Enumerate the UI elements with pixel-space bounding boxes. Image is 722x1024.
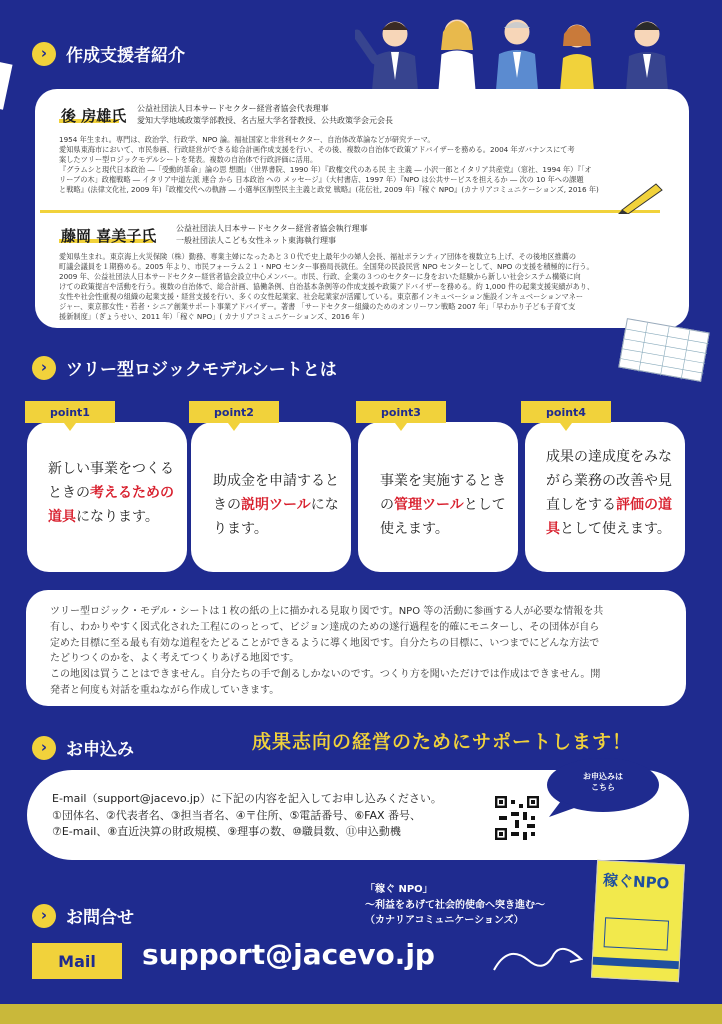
mail-label: Mail — [32, 943, 122, 979]
point-text-highlight: 説明ツール — [241, 497, 311, 514]
section-header-tree-model — [32, 355, 337, 380]
chevron-right-icon: › — [32, 904, 56, 928]
speech-bubble-text — [545, 771, 661, 793]
point-text-pre: 事業を実施するときの — [380, 473, 506, 514]
supporter2-bio — [59, 252, 689, 322]
supporter1-bio — [59, 135, 689, 195]
apply-text — [52, 791, 442, 841]
description-line: ツリー型ロジック・モデル・シートは１枚の紙の上に描かれる見取り図です。NPO 等の活動に参画する人が必要な情報を共 — [50, 606, 604, 617]
point-text-highlight: 管理ツール — [394, 497, 464, 514]
supporter2-name: 藤岡 喜美子氏 — [61, 227, 157, 245]
spreadsheet-illustration — [618, 318, 709, 382]
section-title-apply: お申込み — [66, 740, 134, 760]
bio-line: 2009 年、公益社団法人日本サードセクター経営者協会設立中心メンバー。市民、行政、企業の３つのセクターに身をおいた経験から新しい社会システム構築に向 — [59, 271, 581, 281]
point-text-post: になります。 — [213, 497, 339, 538]
bio-line: 案したツリー型ロジックモデルシートを発表。複数の自治体で行政評価に活用。 — [59, 154, 318, 164]
point-label: point1 — [25, 401, 115, 423]
book-cover-title: 稼ぐNPO — [602, 871, 670, 893]
book-cover-band — [604, 917, 669, 950]
point-label: point3 — [356, 401, 446, 423]
section-header-apply — [32, 735, 134, 760]
bio-line: リーブの木」政権戦略 ― イタリア中道左派 連合 から 日本政治 への メッセージ』（大村書店、1997 年）『NPO は公共サービスを担えるか ― 次の 10 年への課題 — [59, 174, 584, 184]
bubble-line: こちら — [591, 783, 615, 793]
point-text-post: として使えます。 — [560, 521, 671, 538]
description-line: この地図は買うことはできません。自分たちの手で創るしかないのです。つくり方を聞いただけでは作成はできません。開 — [50, 669, 601, 681]
speech-bubble — [545, 757, 661, 819]
slogan: 成果志向の経営のためにサポートします！ — [252, 731, 633, 753]
bio-line: けての政策提言や活動を行う。複数の自治体で、総合計画、協働条例、自治基本条例等の作成支援や政策アドバイザーを務める。約 1,000 件の起業支援実績があり、 — [59, 281, 595, 291]
bio-line: 1954 年生まれ。専門は、政治学、行政学、NPO 論。福祉国家と非営利セクター、自治体改革論などが研究テーマ。 — [59, 135, 435, 144]
divider-line — [40, 210, 660, 213]
bio-line: 『グラムシと現代日本政治 ―「受動的革命」論の思 想圏』（世界書院、1990 年）『政権交代のある民 主 主義 ― 小沢一郎とイタリア共産党』（窓社、1994 年）『「オ — [59, 164, 592, 174]
point-text — [213, 469, 339, 541]
point-text-post: になります。 — [76, 509, 159, 526]
supporter1-role-line: 公益社団法人日本サードセクター経営者協会代表理事 — [137, 104, 329, 113]
apply-line: E-mail（support@jacevo.jp）に下記の内容を記入してお申し込みください。 — [52, 792, 442, 805]
book-publisher: （カナリアコミュニケーションズ） — [365, 915, 524, 926]
point-text-pre: 成果の達成度をみながら業務の改善や見直しをする — [546, 449, 672, 514]
book-title: 「稼ぐ NPO」 — [365, 884, 433, 895]
point-text — [48, 457, 174, 529]
corner-decoration-left — [0, 60, 13, 110]
point-text — [546, 445, 672, 541]
bio-line: 女性や社会性重視の組織の起業支援・経営支援を行い、多くの女性起業家、社会起業家が活躍している。東京都インキュベーション施設インキュベーションマネー — [59, 291, 584, 301]
point-label: point2 — [189, 401, 279, 423]
point-text-highlight: 考えるための道具 — [48, 485, 174, 526]
section-header-supporters — [32, 41, 185, 66]
point-label-tail — [560, 423, 572, 431]
qr-code[interactable] — [495, 796, 539, 840]
point-text-highlight: 評価の道具 — [546, 497, 672, 538]
book-cover — [591, 860, 685, 982]
apply-line: ⑦E-mail、⑧直近決算の財政規模、⑨理事の数、⑩職員数、⑪申込動機 — [52, 825, 401, 838]
description-line: 有し、わかりやすく図式化された工程にのっとって、ビジョン達成のための遂行過程を的確にモニターし、その団体が自ら — [50, 621, 600, 633]
bio-line: 町議会議員を１期務める。2005 年より、市民フォーラム２１・NPO センター事務局長就任。全国発の民設民営 NPO センターとして、NPO の支援を積極的に行う。 — [59, 261, 594, 271]
chevron-right-icon: › — [32, 736, 56, 760]
point-label-tail — [395, 423, 407, 431]
bio-line: ジャー、東京都女性・若者・シニア創業サポート事業アドバイザー。著書 「サードセクター組織のためのオンリーワン戦略 2007 年」「早わかり子ども子育て支 — [59, 301, 576, 311]
section-header-contact — [32, 903, 134, 928]
point-text — [380, 469, 506, 541]
point-text-pre: 助成金を申請するときの — [213, 473, 339, 514]
chevron-right-icon: › — [32, 42, 56, 66]
point-label: point4 — [521, 401, 611, 423]
description-line: たどりつくのかを、よく考えてつくりあげる地図です。 — [50, 653, 300, 665]
description-card — [26, 590, 686, 706]
bubble-line: お申込みは — [583, 772, 623, 781]
point-text-pre: 新しい事業をつくるときの — [48, 461, 174, 502]
chevron-right-icon: › — [32, 356, 56, 380]
apply-line: ①団体名、②代表者名、③担当者名、④〒住所、⑤電話番号、⑥FAX 番号、 — [52, 808, 422, 822]
supporters-card — [35, 89, 689, 328]
bio-line: 愛知県生まれ。東京海上火災保険（株）勤務、専業主婦になったあと３０代で史上最年少の婦人会長、福祉ボランティア団体を複数立ち上げ、その後地区推薦の — [59, 252, 577, 261]
curved-arrow-icon — [488, 940, 588, 980]
book-subtitle: ～利益をあげて社会的使命へ突き進む～ — [365, 899, 545, 911]
section-title-supporters: 作成支援者紹介 — [66, 46, 185, 66]
section-title-tree-model: ツリー型ロジックモデルシートとは — [66, 360, 337, 380]
book-info — [365, 882, 545, 929]
pen-icon — [618, 178, 666, 214]
footer-band — [0, 1004, 722, 1024]
supporter2-role-line: 公益社団法人日本サードセクター経営者協会執行理事 — [176, 224, 368, 233]
supporter2-role — [176, 223, 368, 247]
supporter1-name: 後 房雄氏 — [61, 107, 127, 125]
supporter2-role-line: 一般社団法人こども女性ネット東海執行理事 — [176, 236, 336, 245]
contact-email-link[interactable]: support@jacevo.jp — [142, 938, 435, 971]
section-title-contact: お問合せ — [66, 908, 134, 928]
supporter1-role — [137, 103, 393, 127]
supporter1-role-line: 愛知大学地域政策学部教授、名古屋大学名誉教授、公共政策学会元会長 — [137, 116, 393, 125]
bio-line: 愛知県東海市において、市民参画、行政経営ができる総合計画作成支援を行い、その後、複数の自治体で政策アドバイザーを務める。2004 年ガバナンスにて考 — [59, 144, 575, 154]
description-line: 定めた目標に至る最も有効な道程をたどることができるように導く地図です。自分たちの目標に、いつまでにどんな方法で — [50, 637, 600, 649]
bio-line: と戦略』(法律文化社, 2009 年)『政権交代への軌跡 ― 小選挙区制型民主主義と政党 戦略』(花伝社, 2009 年)『稼ぐ NPO』(カナリアコミュニケーションズ, 2016 年) — [59, 184, 599, 194]
point-label-tail — [228, 423, 240, 431]
description-text — [50, 604, 680, 699]
book-cover-stripe — [593, 957, 679, 969]
point-text-post: として使えます。 — [380, 497, 506, 538]
description-line: 発者と何度も対話を重ねながら作成していきます。 — [50, 684, 280, 696]
bio-line: 援新制度」（ぎょうせい、2011 年）「稼ぐ NPO」( カナリアコミュニケーションズ、2016 年 ) — [59, 311, 365, 321]
point-label-tail — [64, 423, 76, 431]
